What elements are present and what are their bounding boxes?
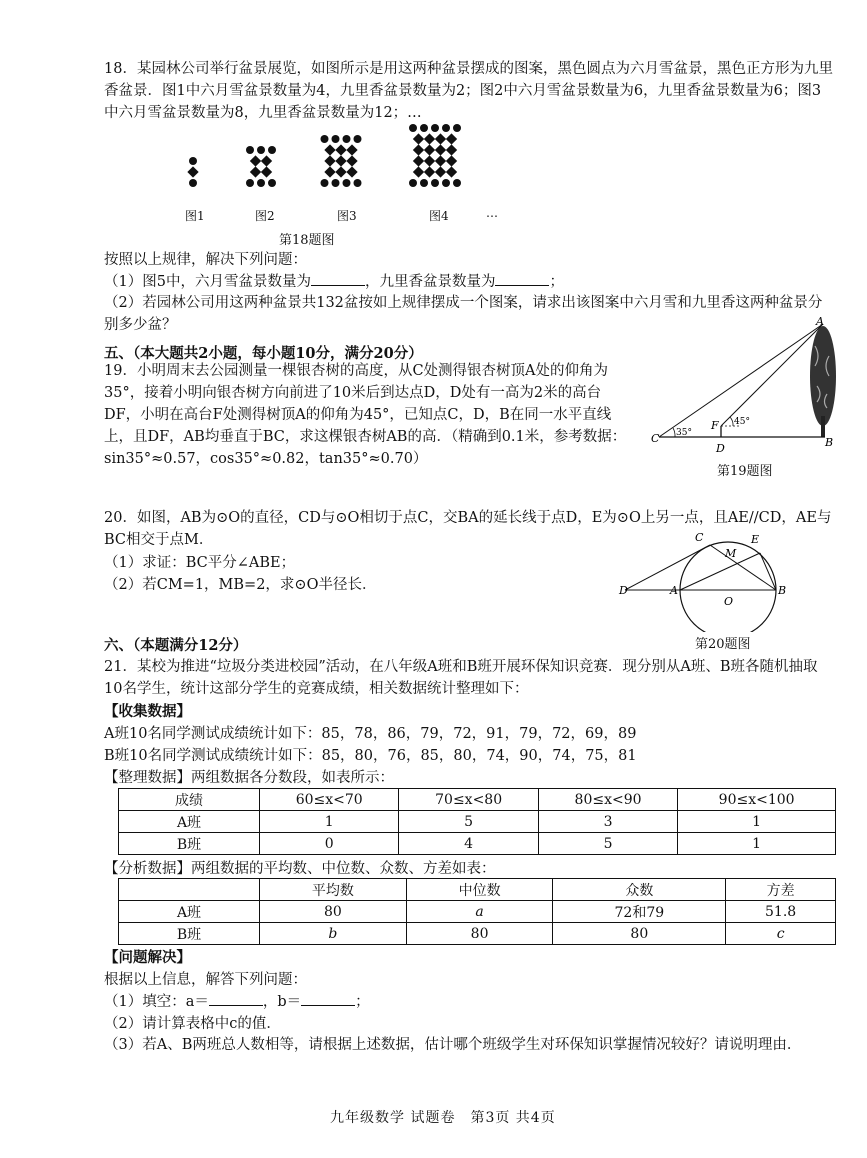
snow-dot bbox=[257, 179, 265, 187]
murraya-square bbox=[346, 155, 357, 166]
figure-4-pattern bbox=[409, 124, 461, 187]
snow-dot bbox=[442, 179, 450, 187]
label-a: A bbox=[670, 584, 678, 597]
snow-dot bbox=[343, 179, 351, 187]
table-row: B班 b 80 80 c bbox=[119, 923, 836, 945]
tree-crown bbox=[810, 326, 836, 426]
snow-dot bbox=[409, 179, 417, 187]
label-f: F bbox=[711, 419, 719, 432]
snow-dot bbox=[354, 135, 362, 143]
b-class-data: B班10名同学测试成绩统计如下：85，80，76，85，80，74，90，74，75，81 bbox=[104, 748, 637, 764]
q18-caption: 第18题图 bbox=[279, 233, 335, 248]
collect-heading: 【收集数据】 bbox=[104, 703, 191, 720]
murraya-square bbox=[250, 155, 261, 166]
sight-line-f bbox=[721, 324, 823, 426]
snow-dot bbox=[442, 124, 450, 132]
murraya-square bbox=[435, 155, 446, 166]
murraya-square bbox=[335, 144, 346, 155]
q21-sub2: （2）请计算表格中c的值． bbox=[104, 1016, 281, 1032]
q21-text: 21．某校为推进“垃圾分类进校园”活动，在八年级A班和B班开展环保知识竞赛．现分别从A班、B班各随机抽取10名学生，统计这部分学生的竞赛成绩，相关数据统计整理如下： bbox=[104, 659, 818, 697]
label-c: C bbox=[651, 432, 660, 445]
q19-caption: 第19题图 bbox=[717, 464, 773, 479]
murraya-square bbox=[446, 166, 457, 177]
fig3-label: 图3 bbox=[337, 209, 357, 223]
q20-figure bbox=[615, 527, 815, 632]
table-row: A班 1 5 3 1 bbox=[119, 811, 836, 833]
murraya-square bbox=[435, 133, 446, 144]
section-5-title: 五、（本大题共2小题，每小题10分，满分20分） bbox=[104, 345, 423, 362]
murraya-square bbox=[413, 166, 424, 177]
murraya-square bbox=[424, 155, 435, 166]
angle-35: 35° bbox=[676, 428, 692, 438]
snow-dot bbox=[431, 179, 439, 187]
fig-ellipsis: … bbox=[486, 206, 498, 220]
snow-dot bbox=[268, 146, 276, 154]
snow-dot bbox=[453, 179, 461, 187]
answer-blank-1[interactable] bbox=[311, 271, 365, 286]
q19-text: 19．小明周末去公园测量一棵银杏树的高度，从C处测得银杏树顶A处的仰角为35°，接着小明向银杏树方向前进了10米后到达点D，D处有一高为2米的高台DF，小明在高台F处测得树顶A的仰角为45°，已知点C，D，B在同一水平直线上，且DF，AB均垂直于BC，求这棵银杏树AB的高．（精确到0.1米，参考数据：sin35°≈0.57，cos35°≈0.82，tan35°≈0.70） bbox=[104, 363, 627, 467]
tangent-cd bbox=[625, 545, 710, 590]
label-b: B bbox=[825, 436, 834, 449]
murraya-square bbox=[413, 133, 424, 144]
snow-dot bbox=[343, 135, 351, 143]
table-row: 成绩 60≤x<70 70≤x<80 80≤x<90 90≤x<100 bbox=[119, 789, 836, 811]
murraya-square bbox=[413, 144, 424, 155]
q18-text: 18．某园林公司举行盆景展览，如图所示是用这两种盆景摆成的图案，黑色圆点为六月雪盆景，黑色正方形为九里香盆景．图1中六月雪盆景数量为4，九里香盆景数量为2；图2中六月雪盆景数量为6，九里香盆景数量为6；图3中六月雪盆景数量为8，九里香盆景数量为12；… bbox=[104, 61, 833, 121]
murraya-square bbox=[446, 133, 457, 144]
label-d: D bbox=[716, 442, 725, 455]
murraya-square bbox=[446, 155, 457, 166]
murraya-square bbox=[435, 166, 446, 177]
murraya-square bbox=[413, 155, 424, 166]
section-6-title: 六、（本题满分12分） bbox=[104, 637, 248, 654]
murraya-square bbox=[346, 166, 357, 177]
murraya-square bbox=[324, 155, 335, 166]
a-class-data: A班10名同学测试成绩统计如下：85，78，86，79，72，91，79，72，69，89 bbox=[104, 726, 637, 742]
q18-sub2: （2）若园林公司用这两种盆景共132盆按如上规律摆成一个图案，请求出该图案中六月雪和九里香这两种盆景分别多少盆？ bbox=[104, 295, 823, 333]
snow-dot bbox=[189, 179, 197, 187]
snow-dot bbox=[453, 124, 461, 132]
q20-caption: 第20题图 bbox=[695, 637, 751, 652]
snow-dot bbox=[420, 124, 428, 132]
snow-dot bbox=[246, 179, 254, 187]
q21-sub3: （3）若A、B两班总人数相等，请根据上述数据，估计哪个班级学生对环保知识掌握情况较好？请说明理由． bbox=[104, 1037, 802, 1053]
murraya-square bbox=[335, 166, 346, 177]
q21-intro: 根据以上信息，解答下列问题： bbox=[104, 972, 307, 988]
figure-2-pattern bbox=[246, 146, 276, 187]
label-b: B bbox=[778, 584, 787, 597]
solve-heading: 【问题解决】 bbox=[104, 949, 191, 966]
murraya-square bbox=[187, 166, 198, 177]
snow-dot bbox=[257, 146, 265, 154]
murraya-square bbox=[261, 155, 272, 166]
label-a: A bbox=[816, 316, 824, 328]
fig4-label: 图4 bbox=[429, 209, 449, 223]
murraya-square bbox=[335, 155, 346, 166]
tree-trunk bbox=[821, 416, 825, 437]
snow-dot bbox=[189, 157, 197, 165]
figure-3-pattern bbox=[321, 135, 362, 187]
label-o: O bbox=[724, 595, 734, 608]
murraya-square bbox=[446, 144, 457, 155]
murraya-square bbox=[424, 166, 435, 177]
organize-heading: 【整理数据】两组数据各分数段，如表所示： bbox=[104, 770, 394, 786]
answer-blank-a[interactable] bbox=[209, 991, 263, 1006]
page-footer: 九年级数学 试题卷 第3页 共4页 bbox=[330, 1110, 556, 1126]
table-row: B班 0 4 5 1 bbox=[119, 833, 836, 855]
snow-dot bbox=[332, 179, 340, 187]
analyze-heading: 【分析数据】两组数据的平均数、中位数、众数、方差如表： bbox=[104, 861, 496, 877]
murraya-square bbox=[435, 144, 446, 155]
figure-1-pattern bbox=[187, 157, 198, 187]
murraya-square bbox=[250, 166, 261, 177]
murraya-square bbox=[261, 166, 272, 177]
table-row: 平均数 中位数 众数 方差 bbox=[119, 879, 836, 901]
q19-figure bbox=[645, 316, 845, 456]
angle-45: 45° bbox=[734, 417, 750, 427]
q18-pattern-figures bbox=[175, 124, 475, 204]
table-row: A班 80 a 72和79 51.8 bbox=[119, 901, 836, 923]
snow-dot bbox=[332, 135, 340, 143]
murraya-square bbox=[324, 144, 335, 155]
label-m: M bbox=[725, 547, 737, 560]
q18-rule: 按照以上规律，解决下列问题： bbox=[104, 252, 307, 268]
answer-blank-2[interactable] bbox=[495, 271, 549, 286]
snow-dot bbox=[246, 146, 254, 154]
snow-dot bbox=[409, 124, 417, 132]
murraya-square bbox=[324, 166, 335, 177]
statistics-table bbox=[118, 878, 836, 945]
q20-sub2: （2）若CM=1，MB=2，求⊙O半径长． bbox=[104, 577, 377, 593]
murraya-square bbox=[424, 133, 435, 144]
fig2-label: 图2 bbox=[255, 209, 275, 223]
fig1-label: 图1 bbox=[185, 209, 205, 223]
snow-dot bbox=[321, 135, 329, 143]
snow-dot bbox=[431, 124, 439, 132]
score-range-table bbox=[118, 788, 836, 855]
snow-dot bbox=[321, 179, 329, 187]
murraya-square bbox=[346, 144, 357, 155]
q20-sub1: （1）求证：BC平分∠ABE； bbox=[104, 555, 296, 571]
label-e: E bbox=[751, 533, 760, 546]
murraya-square bbox=[424, 144, 435, 155]
snow-dot bbox=[420, 179, 428, 187]
q18-sub1: （1）图5中，六月雪盆景数量为 ，九里香盆景数量为 ； bbox=[104, 270, 564, 291]
q20-text: 20．如图，AB为⊙O的直径，CD与⊙O相切于点C，交BA的延长线于点D，E为⊙O上另一点，且AE//CD，AE与BC相交于点M． bbox=[104, 510, 832, 548]
label-d: D bbox=[619, 584, 628, 597]
snow-dot bbox=[354, 179, 362, 187]
q21-sub1: （1）填空：a＝ ，b＝ ； bbox=[104, 990, 370, 1011]
snow-dot bbox=[268, 179, 276, 187]
answer-blank-b[interactable] bbox=[301, 991, 355, 1006]
label-c: C bbox=[695, 531, 704, 544]
